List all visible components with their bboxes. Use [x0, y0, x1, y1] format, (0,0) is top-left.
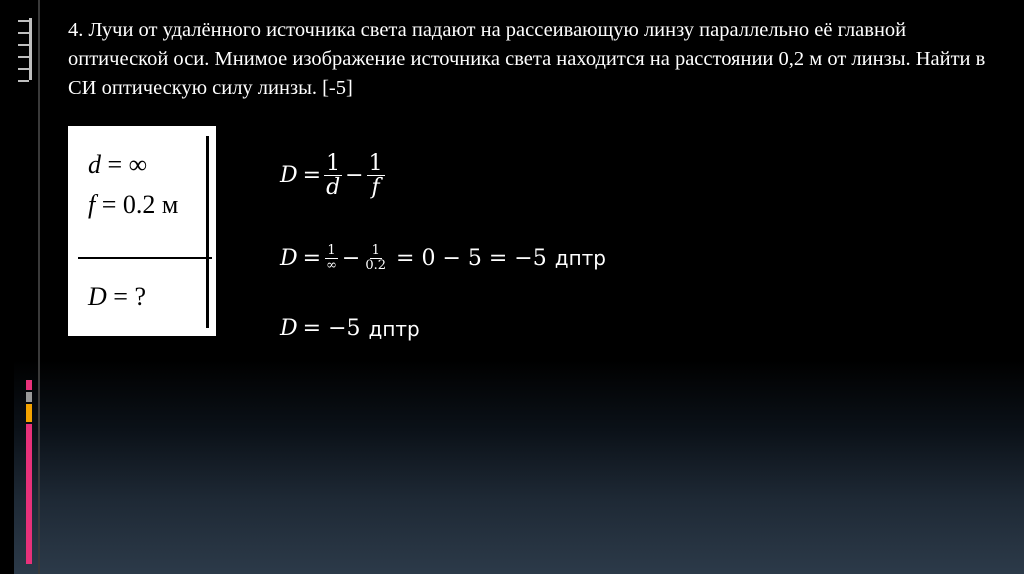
left-strip	[0, 0, 14, 574]
problem-statement: 4. Лучи от удалённого источника света падают на рассеивающую линзу параллельно её главной оптической оси. Мнимое изображение источника света находится на расстоянии 0,2 м от линзы. Найти в СИ оптическую силу линзы. [-5]	[68, 19, 986, 99]
fraction-1-over-d: $\frac{1}{d}$	[326, 151, 341, 201]
unknown-D: D = ?	[88, 282, 146, 311]
given-f: f = 0.2 м	[88, 190, 179, 219]
givens-box	[68, 126, 216, 336]
fraction-1-over-infinity: $\frac{1}{\infty}$	[326, 243, 337, 273]
unit-dioptre: дптр	[554, 246, 606, 271]
fraction-1-over-f: $\frac{1}{f}$	[368, 151, 383, 201]
fraction-1-over-0-2: $\frac{1}{0.2}$	[365, 243, 387, 273]
givens-divider	[78, 257, 212, 259]
unit-dioptre-answer: дптр	[368, 316, 420, 341]
accent-block-pink-top	[26, 380, 32, 390]
givens-vertical-rule	[206, 136, 209, 328]
accent-block-orange	[26, 404, 32, 422]
formula-substitution: D = $\frac{1}{\infty}$ − $\frac{1}{0.2}$ = 0 − 5 = −5 дптр	[280, 243, 606, 273]
formula-lens-power: D = $\frac{1}{d}$ − $\frac{1}{f}$	[280, 151, 383, 201]
accent-block-pink-bottom	[26, 424, 32, 564]
left-divider-line	[38, 0, 40, 574]
accent-block-gray	[26, 392, 32, 402]
decorative-bars-icon	[14, 0, 32, 130]
formula-answer: D = −5 дптр	[280, 316, 420, 341]
given-d: d = ∞	[88, 150, 148, 179]
